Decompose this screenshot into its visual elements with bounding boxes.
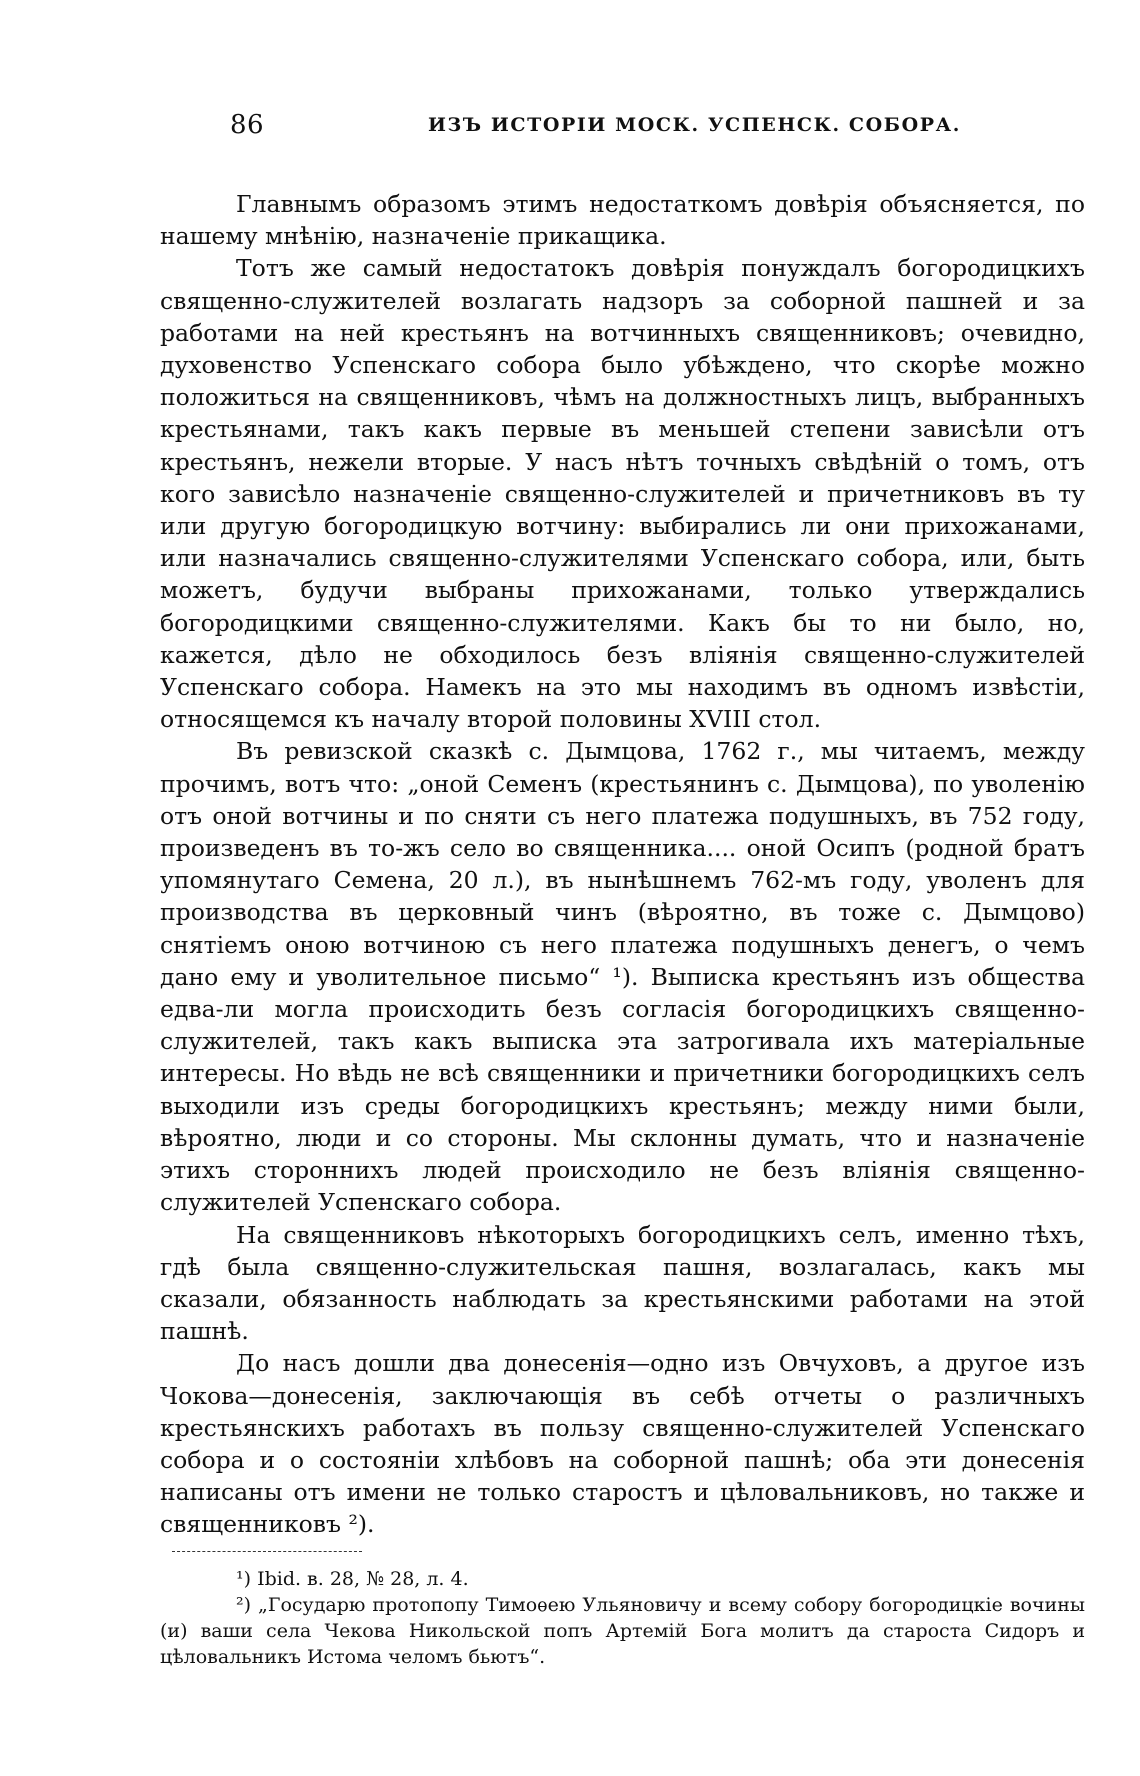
page-header (160, 96, 1085, 140)
body-text (160, 188, 1085, 1541)
footnote: ¹) Ibid. в. 28, № 28, л. 4. (236, 1567, 469, 1590)
paragraph: Тотъ же самый недостатокъ довѣрія понуждалъ богородицкихъ священно-служителей возлагать надзоръ за соборной пашней и за работами на ней крестьянъ на вотчинныхъ священниковъ; очевидно, духовенство Успенскаго собора было убѣждено, что скорѣе можно положиться на священниковъ, чѣмъ на должностныхъ лицъ, выбранныхъ крестьянами, такъ какъ первые въ меньшей степени зависѣли отъ крестьянъ, нежели вторые. У насъ нѣтъ точныхъ свѣдѣній о томъ, отъ кого зависѣло назначеніе священно-служителей и причетниковъ въ ту или другую богородицкую вотчину: выбирались ли они прихожанами, или назначались священно-служителями Успенскаго собора, или, быть можетъ, будучи выбраны прихожанами, только утверждались богородицкими священно-служителями. Какъ бы то ни было, но, кажется, дѣло не обходилось безъ вліянія священно-служителей Успенскаго собора. Намекъ на это мы находимъ въ одномъ извѣстіи, относящемся къ началу второй половины XVIII стол. (160, 254, 1085, 734)
footnotes (160, 1566, 1085, 1670)
running-title: ИЗЪ ИСТОРIИ МОСК. УСПЕНСК. СОБОРА. (428, 114, 961, 136)
paragraph: Въ ревизской сказкѣ с. Дымцова, 1762 г., мы читаемъ, между прочимъ, вотъ что: „оной Семенъ (крестьянинъ с. Дымцова), по уволенію отъ оной вотчины и по сняти съ него платежа подушныхъ, въ 752 году, произведенъ въ то-жъ село во священника.... оной Осипъ (родной братъ упомянутаго Семена, 20 л.), въ нынѣшнемъ 762-мъ году, уволенъ для производства въ церковный чинъ (вѣроятно, въ тоже с. Дымцово) снятіемъ оною вотчиною съ него платежа подушныхъ денегъ, о чемъ дано ему и уволительное письмо“ ¹). Выписка крестьянъ изъ общества едва-ли могла происходить безъ согласія богородицкихъ священно-служителей, такъ какъ выписка эта затрогивала ихъ матеріальные интересы. Но вѣдь не всѣ священники и причетники богородицкихъ селъ выходили изъ среды богородицкихъ крестьянъ; между ними были, вѣроятно, люди и со стороны. Мы склонны думать, что и назначеніе этихъ стороннихъ людей происходило не безъ вліянія священно-служителей Успенскаго собора. (160, 737, 1085, 1217)
paragraph: Главнымъ образомъ этимъ недостаткомъ довѣрія объясняется, по нашему мнѣнію, назначеніе прикащика. (160, 190, 1085, 251)
paragraph: На священниковъ нѣкоторыхъ богородицкихъ селъ, именно тѣхъ, гдѣ была священно-служительская пашня, возлагалась, какъ мы сказали, обязанность наблюдать за крестьянскими работами на этой пашнѣ. (160, 1220, 1085, 1346)
footnote: ²) „Государю протопопу Тимоѳею Ульяновичу и всему собору богородицкіе вочины (и) ваши села Чекова Никольской попъ Артемій Бога молитъ да староста Сидоръ и цѣловальникъ Истома челомъ бьютъ“. (160, 1593, 1085, 1668)
footnote-separator (172, 1551, 362, 1552)
paragraph: До насъ дошли два донесенія—одно изъ Овчуховъ, а другое изъ Чокова—донесенія, заключающія въ себѣ отчеты о различныхъ крестьянскихъ работахъ въ пользу священно-служителей Успенскаго собора и о состояніи хлѣбовъ на соборной пашнѣ; оба эти донесенія написаны отъ имени не только старостъ и цѣловальниковъ, но также и священниковъ ²). (160, 1349, 1085, 1539)
page-number: 86 (230, 110, 265, 140)
document-page (160, 96, 1085, 1736)
